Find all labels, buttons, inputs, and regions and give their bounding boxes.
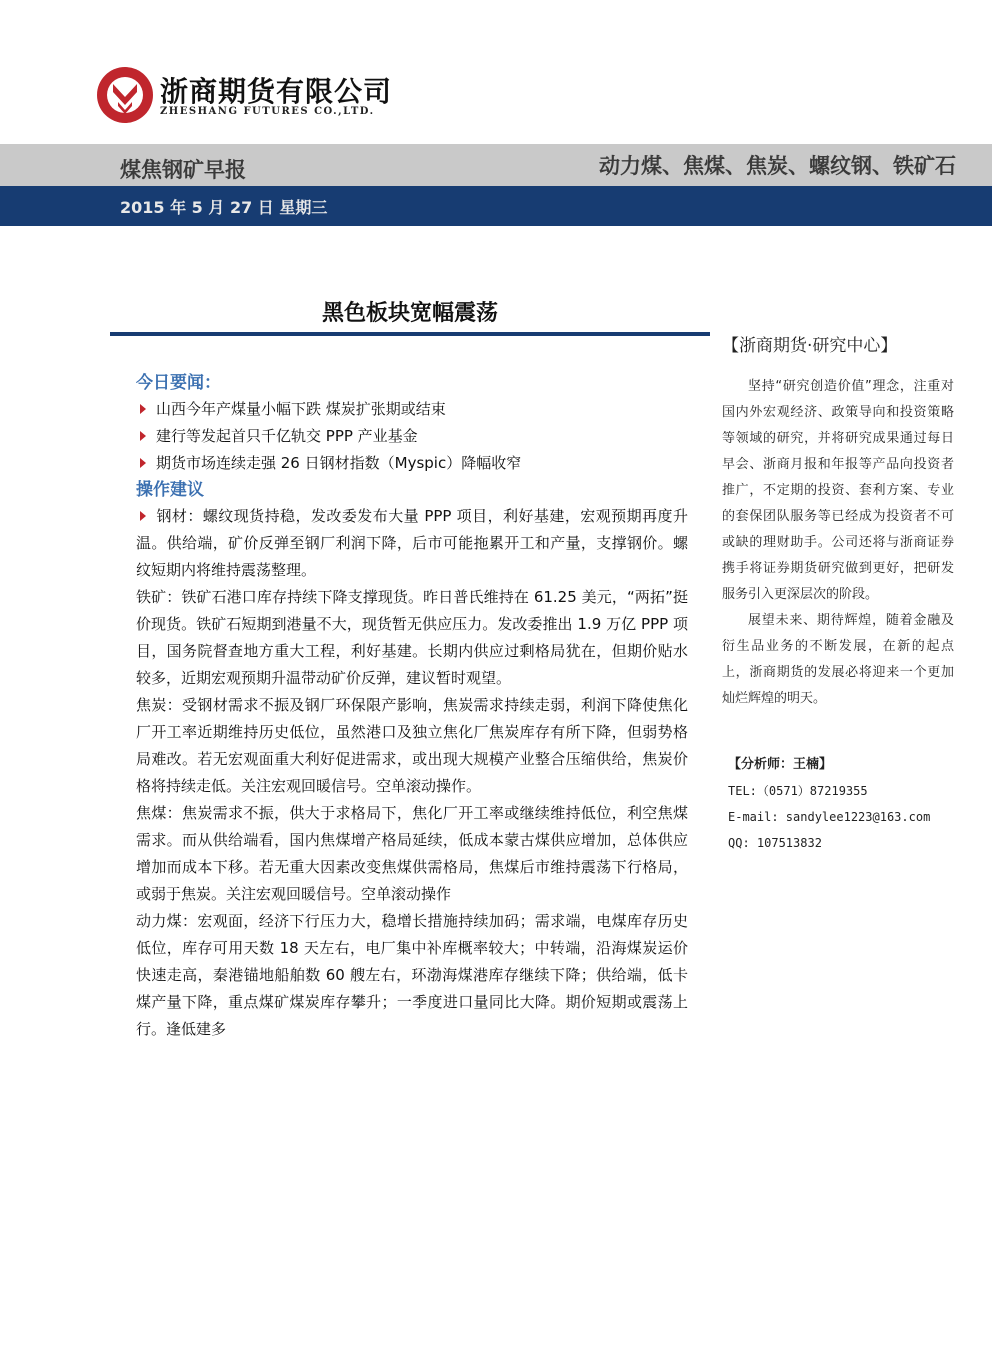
research-center-intro: 坚持“研究创造价值”理念，注重对国内外宏观经济、政策导向和投资策略等领域的研究，并将研究成果通过每日早会、浙商月报和年报等产品向投资者推广，不定期的投资、套利方案、专业的套保团队服务等已经成为投资者不可或缺的理财助手。公司还将与浙商证券携手将证券期货研究做到更好，把研发服务引入更深层次的阶段。 (722, 379, 954, 602)
product-list: 动力煤、焦煤、焦炭、螺纹钢、铁矿石 (599, 154, 956, 178)
report-date: 2015 年 5 月 27 日 星期三 (120, 198, 328, 217)
company-logo (96, 66, 396, 130)
company-name-cn: 浙商期货有限公司 (160, 75, 393, 108)
analyst-email: E-mail: sandylee1223@163.com (728, 810, 931, 824)
news-item: 建行等发起首只千亿轨交 PPP 产业基金 (136, 423, 688, 450)
research-center-outlook: 展望未来、期待辉煌，随着金融及衍生品业务的不断发展，在新的起点上，浙商期货的发展必将迎来一个更加灿烂辉煌的明天。 (722, 613, 954, 706)
company-logo-icon (96, 66, 154, 124)
iron-ore-advice: 铁矿：铁矿石港口库存持续下降支撑现货。昨日普氏维持在 61.25 美元，“两拓”挺价现货。铁矿石短期到港量不大，现货暂无供应压力。发改委推出 1.9 万亿 PPP 项目，国务院督查地方重大工程，利好基建。长期内供应过剩格局犹在，但期价贴水较多，近期宏观预期升温带动矿价反弹，建议暂时观望。 (136, 588, 688, 687)
report-name: 煤焦钢矿早报 (120, 158, 246, 182)
steel-advice: 钢材：螺纹现货持稳，发改委发布大量 PPP 项目，利好基建，宏观预期再度升温。供给端，矿价反弹至钢厂利润下降，后市可能拖累开工和产量，支撑钢价。螺纹短期内将维持震荡整理。 (136, 507, 688, 579)
coke-advice: 焦炭：受钢材需求不振及钢厂环保限产影响，焦炭需求持续走弱，利润下降使焦化厂开工率近期维持历史低位，虽然港口及独立焦化厂焦炭库存有所下降，但弱势格局难改。若无宏观面重大利好促进需求，或出现大规模产业整合压缩供给，焦炭价格将持续走低。关注宏观回暖信号。空单滚动操作。 (136, 696, 688, 795)
bullet-arrow-icon (140, 404, 146, 414)
sidebar (722, 332, 954, 856)
main-content (136, 370, 688, 1043)
ops-heading: 操作建议 (136, 480, 204, 500)
analyst-block (722, 752, 954, 856)
bullet-arrow-icon (140, 458, 146, 468)
research-center-heading: 【浙商期货·研究中心】 (722, 336, 898, 356)
analyst-name: 【分析师：王楠】 (728, 757, 833, 772)
news-item: 期货市场连续走强 26 日钢材指数（Myspic）降幅收窄 (136, 450, 688, 477)
company-name-en: ZHESHANG FUTURES CO.,LTD. (160, 106, 375, 117)
page-title: 黑色板块宽幅震荡 (321, 301, 498, 326)
coking-coal-advice: 焦煤：焦炭需求不振，供大于求格局下，焦化厂开工率或继续维持低位，利空焦煤需求。而从供给端看，国内焦煤增产格局延续，低成本蒙古煤供应增加，总体供应增加而成本下移。若无重大因素改变焦煤供需格局，焦煤后市维持震荡下行格局，或弱于焦炭。关注宏观回暖信号。空单滚动操作 (136, 804, 688, 903)
news-heading: 今日要闻： (136, 373, 221, 393)
thermal-coal-advice: 动力煤：宏观面，经济下行压力大，稳增长措施持续加码；需求端，电煤库存历史低位，库存可用天数 18 天左右，电厂集中补库概率较大；中转端，沿海煤炭运价快速走高，秦港锚地船舶数 60 艘左右，环渤海煤港库存继续下降；供给端，低卡煤产量下降，重点煤矿煤炭库存攀升；一季度进口量同比大降。期价短期或震荡上行。逢低建多 (136, 912, 688, 1038)
bullet-arrow-icon (140, 431, 146, 441)
analyst-tel: TEL:（0571）87219355 (728, 784, 868, 798)
analyst-qq: QQ: 107513832 (728, 836, 822, 850)
bullet-arrow-icon (140, 511, 146, 521)
news-item: 山西今年产煤量小幅下跌 煤炭扩张期或结束 (136, 396, 688, 423)
title-divider (110, 332, 710, 336)
